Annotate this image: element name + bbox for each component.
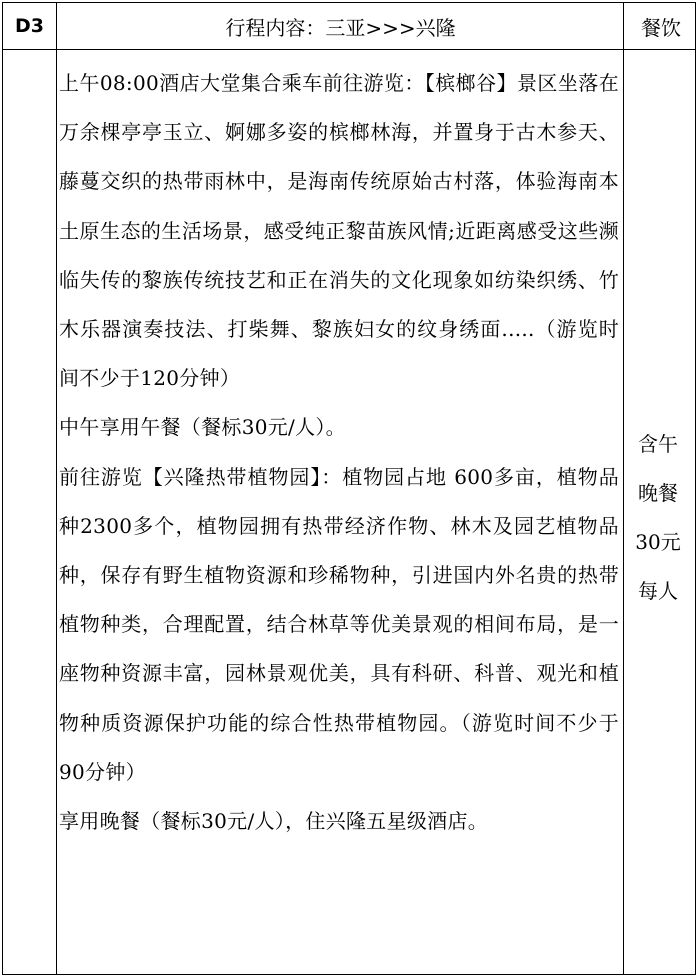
morning-tour-paragraph: 上午08:00酒店大堂集合乘车前往游览：【槟榔谷】景区坐落在万余棵亭亭玉立、婀娜多姿的槟榔林海，并置身于古木参天、藤蔓交织的热带雨林中，是海南传统原始古村落，体验海南本土原生态的生活场景，感受纯正黎苗族风情;近距离感受这些濒临失传的黎族传统技艺和正在消失的文化现象如纺染织绣、竹木乐器演奏技法、打柴舞、黎族妇女的纹身绣面.....（游览时间不少于120分钟） — [59, 71, 619, 391]
day-label: D3 — [15, 15, 44, 37]
afternoon-tour-paragraph: 前往游览【兴隆热带植物园】：植物园占地 600多亩，植物品种2300多个，植物园拥有热带经济作物、林木及园艺植物品种，保存有野生植物资源和珍稀物种，引进国内外名贵的热带植物种类，合理配置，结合林草等优美景观的相间布局，是一座物种资源丰富，园林景观优美，具有科研、科普、观光和植物种质资源保护功能的综合性热带植物园。（游览时间不少于90分钟） — [59, 464, 619, 784]
meal-header: 餐饮 — [641, 15, 681, 40]
meal-line: 30元 — [635, 530, 681, 554]
column-divider-day — [56, 3, 57, 974]
meal-line: 含午 — [638, 432, 678, 456]
itinerary-content — [59, 59, 619, 846]
dinner-hotel-paragraph: 享用晚餐（餐标30元/人），住兴隆五星级酒店。 — [59, 809, 489, 834]
lunch-paragraph: 中午享用午餐（餐标30元/人）。 — [59, 415, 346, 440]
meal-info — [622, 420, 694, 616]
meal-line: 每人 — [638, 579, 678, 603]
route-header: 行程内容：三亚>>>兴隆 — [225, 15, 456, 40]
meal-line: 晚餐 — [638, 481, 678, 505]
header-divider — [3, 49, 695, 50]
